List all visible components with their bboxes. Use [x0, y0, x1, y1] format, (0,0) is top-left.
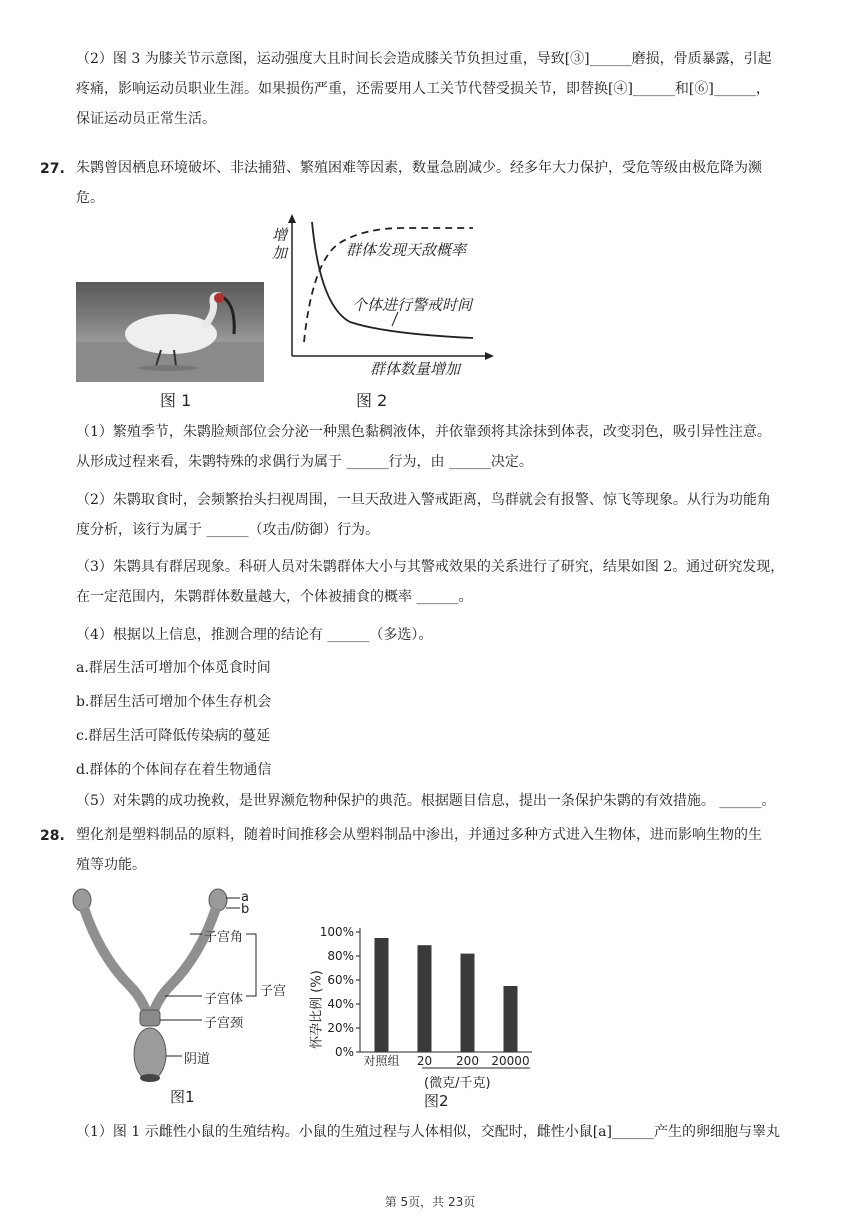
- q28-fig1-label-a: a: [241, 890, 249, 905]
- q27-p3-line2: 在一定范围内，朱鹮群体数量越大，个体被捕食的概率 ______。: [76, 589, 473, 605]
- q27-part2: [76, 485, 826, 545]
- q28-p1-line1: （1）图 1 示雌性小鼠的生殖结构。小鼠的生殖过程与人体相似，交配时，雌性小鼠[a]______产生的卵细胞与睾丸: [76, 1124, 780, 1140]
- x-tick-label: 20000: [491, 1054, 530, 1068]
- y-tick-label: 100%: [319, 925, 354, 939]
- q26-p2-line2: 疼痛，影响运动员职业生涯。如果损伤严重，还需要用人工关节代替受损关节，即替换[④]______和[⑥]______，: [76, 81, 770, 97]
- q28-fig1-label-vagina: 阴道: [184, 1052, 211, 1067]
- x-axis-arrow: [485, 352, 494, 360]
- q27-stem-line2: 危。: [76, 190, 104, 206]
- q28-fig2-chart: [310, 918, 540, 1088]
- q27-p1-line1: （1）繁殖季节，朱鹮脸颊部位会分泌一种黑色黏稠液体，并依靠颈将其涂抹到体表，改变羽色，吸引异性注意。: [76, 424, 771, 440]
- q26-p2-line1: （2）图 3 为膝关节示意图，运动强度大且时间长会造成膝关节负担过重，导致[③]______磨损，骨质暴露，引起: [76, 51, 772, 67]
- q27-fig2-solid-label: 个体进行警戒时间: [352, 296, 473, 314]
- q27-part5: [76, 786, 826, 816]
- y-tick-label: 60%: [327, 973, 354, 987]
- q28-chart-ylabel: 怀孕比例 (%): [309, 970, 325, 1049]
- x-tick-label: 对照组: [363, 1054, 400, 1068]
- q28-stem-line1: 塑化剂是塑料制品的原料，随着时间推移会从塑料制品中渗出，并通过多种方式进入生物体，进而影响生物的生: [76, 827, 762, 843]
- page-footer: 第 5页，共 23页: [384, 1195, 476, 1209]
- q28-fig1-label-uterus: 子宫: [260, 984, 287, 999]
- q27-fig2-caption: 图 2: [356, 391, 388, 410]
- y-tick-label: 0%: [334, 1045, 354, 1059]
- q28-fig1-label-cervix: 子宫颈: [204, 1016, 244, 1031]
- bar-3: [504, 986, 518, 1052]
- q27-option-a: a.群居生活可增加个体觅食时间: [76, 660, 271, 676]
- q27-stem-line1: 朱鹮曾因栖息环境破坏、非法捕猎、繁殖困难等因素，数量急剧减少。经多年大力保护，受危等级由极危降为濒: [76, 160, 762, 176]
- x-tick-label: 200: [456, 1054, 479, 1068]
- q27-option-c: c.群居生活可降低传染病的蔓延: [76, 728, 271, 744]
- q27-fig1-caption: 图 1: [160, 391, 192, 410]
- q27-fig2-xlabel: 群体数量增加: [370, 360, 461, 378]
- q27-number: 27.: [40, 161, 65, 177]
- q27-part4: [76, 620, 826, 650]
- q27-part3: [76, 552, 826, 612]
- q26-part2: [76, 44, 826, 134]
- q27-stem: [76, 153, 826, 213]
- q27-p5-line1: （5）对朱鹮的成功挽救，是世界濒危物种保护的典范。根据题目信息，提出一条保护朱鹮的有效措施。 ______。: [76, 793, 776, 809]
- q28-stem: [76, 820, 826, 880]
- q27-p2-line2: 度分析，该行为属于 ______（攻击/防御）行为。: [76, 522, 380, 538]
- q27-fig2-ylabel: 增加: [272, 226, 288, 262]
- q28-part1: [76, 1117, 826, 1147]
- q28-fig1-label-body: 子宫体: [204, 992, 244, 1007]
- y-tick-label: 80%: [327, 949, 354, 963]
- q28-fig1-caption: 图1: [170, 1088, 195, 1106]
- q28-fig1-label-horn: 子宫角: [204, 930, 244, 945]
- q27-p3-line1: （3）朱鹮具有群居现象。科研人员对朱鹮群体大小与其警戒效果的关系进行了研究，结果如图 2。通过研究发现，: [76, 559, 785, 575]
- q27-part1: [76, 417, 826, 477]
- y-tick-label: 20%: [327, 1021, 354, 1035]
- bar-1: [418, 945, 432, 1052]
- ibis-photo: [76, 282, 264, 382]
- y-axis-arrow: [288, 214, 296, 223]
- q27-p1-line2: 从形成过程来看，朱鹮特殊的求偶行为属于 ______行为，由 ______决定。: [76, 454, 533, 470]
- q28-number: 28.: [40, 828, 65, 844]
- y-tick-label: 40%: [327, 997, 354, 1011]
- q27-option-d: d.群体的个体间存在着生物通信: [76, 762, 272, 778]
- q27-p2-line1: （2）朱鹮取食时，会频繁抬头扫视周围，一旦天敌进入警戒距离，鸟群就会有报警、惊飞等现象。从行为功能角: [76, 492, 771, 508]
- q28-fig2-caption: 图2: [424, 1092, 449, 1110]
- x-tick-label: 20: [416, 1054, 433, 1068]
- q26-p2-line3: 保证运动员正常生活。: [76, 111, 216, 127]
- q27-option-b: b.群居生活可增加个体生存机会: [76, 694, 272, 710]
- q28-chart-xlabel: (微克/千克): [424, 1076, 491, 1091]
- bar-0: [375, 938, 389, 1052]
- q28-fig1-label-b: b: [241, 902, 250, 917]
- q28-stem-line2: 殖等功能。: [76, 857, 146, 873]
- q27-fig2-dashed-label: 群体发现天敌概率: [346, 241, 467, 259]
- bar-2: [461, 954, 475, 1052]
- q27-p4-line1: （4）根据以上信息，推测合理的结论有 ______（多选）。: [76, 627, 433, 643]
- q28-fig1-diagram: [60, 886, 260, 1086]
